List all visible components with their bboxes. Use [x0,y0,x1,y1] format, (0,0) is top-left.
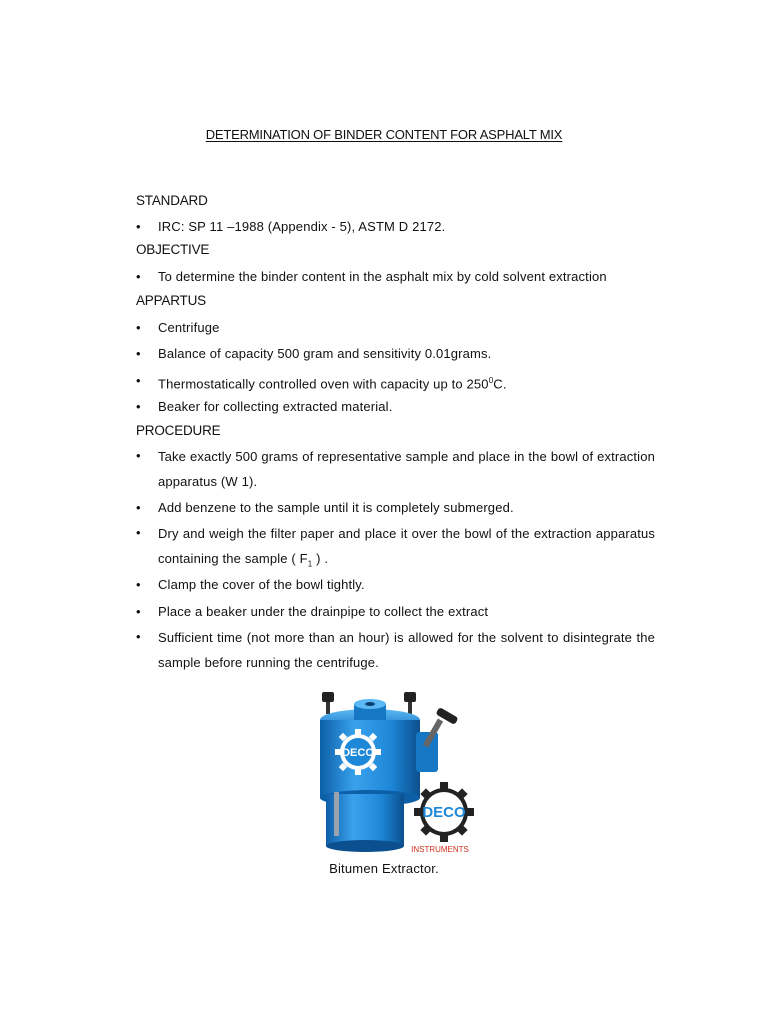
bullet-icon: • [136,346,141,361]
bullet-icon: • [136,525,141,540]
filter-subscript: 1 [307,559,313,569]
list-item [136,346,655,362]
procedure-step: Add benzene to the sample until it is completely submerged. [158,500,514,515]
list-item [136,521,655,577]
bullet-icon: • [136,219,141,234]
filter-suffix: ) . [312,551,329,566]
brand-text: INSTRUMENTS [411,845,469,854]
heading-objective: OBJECTIVE [136,242,210,257]
bitumen-extractor-image [312,682,482,854]
brand-logo-text: DECO [422,804,466,821]
list-item [136,577,655,593]
procedure-step [158,521,655,577]
apparatus-item: Beaker for collecting extracted material. [158,399,393,414]
list-item [136,373,655,392]
objective-text: To determine the binder content in the asphalt mix by cold solvent extraction [158,269,607,284]
list-item [136,219,655,235]
list-item [136,320,655,336]
list-item [136,625,655,675]
list-item [136,269,655,285]
procedure-step: Take exactly 500 grams of representative sample and place in the bowl of extraction apparatus (W 1). [158,449,655,489]
list-item [136,604,655,620]
list-item [136,500,655,516]
bullet-icon: • [136,604,141,619]
heading-apparatus: APPARTUS [136,293,206,308]
list-item [136,444,655,494]
deco-logo-icon [335,729,381,775]
apparatus-item [158,373,655,392]
bullet-icon: • [136,629,141,644]
procedure-step: Clamp the cover of the bowl tightly. [158,577,365,592]
apparatus-item: Centrifuge [158,320,220,335]
bitumen-extractor-figure [312,682,482,854]
list-item [136,399,655,415]
deco-instruments-logo-icon [414,782,474,842]
bullet-icon: • [136,320,141,335]
document-title: DETERMINATION OF BINDER CONTENT FOR ASPHALT MIX [205,127,563,142]
degree-superscript: 0 [488,376,494,385]
bullet-icon: • [136,269,141,284]
filter-paper-text: Dry and weigh the filter paper and place it over the bowl of the extraction apparatus containing the sample ( F [158,526,655,566]
apparatus-item: Balance of capacity 500 gram and sensitivity 0.01grams. [158,346,492,361]
bullet-icon: • [136,373,141,388]
bullet-icon: • [136,399,141,414]
figure-caption: Bitumen Extractor. [329,861,439,876]
clamp-knob-icon [322,692,334,714]
apparatus-oven-text: Thermostatically controlled oven with capacity up to 250 [158,376,489,392]
oven-unit: C. [493,376,507,392]
clamp-knob-icon [404,692,416,714]
bullet-icon: • [136,577,141,592]
heading-procedure: PROCEDURE [136,423,221,438]
heading-standard: STANDARD [136,193,208,208]
bullet-icon: • [136,500,141,515]
procedure-step: Place a beaker under the drainpipe to collect the extract [158,604,489,619]
logo-text: DECO [342,747,374,759]
procedure-step: Sufficient time (not more than an hour) is allowed for the solvent to disintegrate the sample before running the centrifuge. [158,630,655,670]
bullet-icon: • [136,448,141,463]
standard-text: IRC: SP 11 –1988 (Appendix - 5), ASTM D 2172. [158,219,446,234]
